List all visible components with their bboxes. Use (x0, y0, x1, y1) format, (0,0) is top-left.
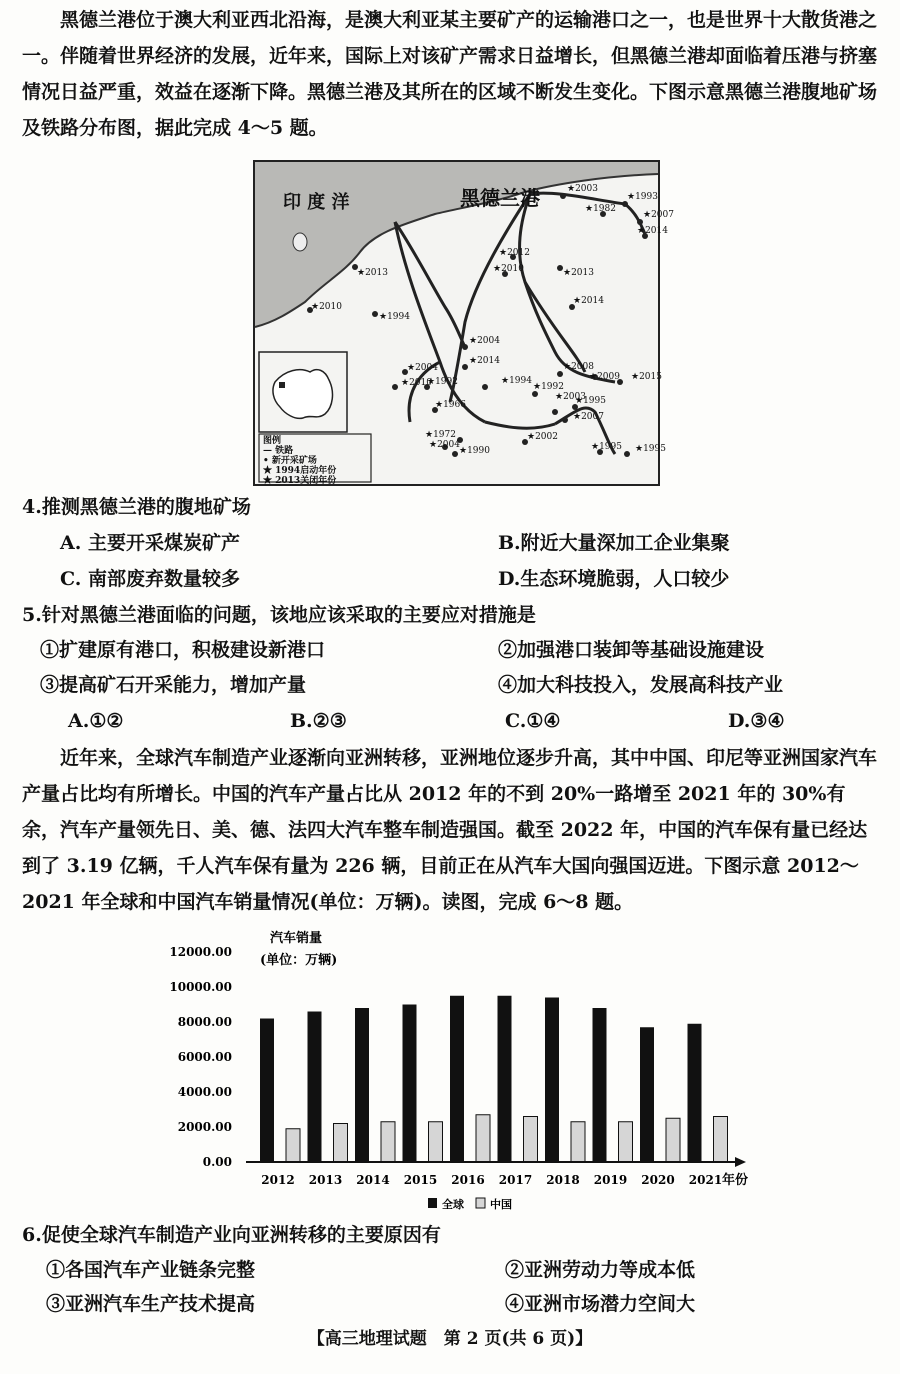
x-tick-label: 2019 (593, 1173, 628, 1187)
bar-china (666, 1118, 680, 1162)
legend-start-year: ★ 1994启动年份 (263, 466, 337, 476)
y-tick-label: 4000.00 (177, 1085, 232, 1099)
port-label: 黑德兰港 (460, 186, 540, 210)
bar-china (619, 1122, 633, 1162)
q6-statement-1: ①各国汽车产业链条完整 (46, 1259, 256, 1281)
y-tick-label: 10000.00 (169, 980, 232, 994)
legend-label-china: 中国 (490, 1198, 512, 1211)
map-year-label: ★1995 (635, 444, 666, 454)
q5-option-d: D.③④ (728, 710, 785, 732)
map-year-label: ★2004 (469, 336, 500, 346)
map-year-label: ★1982 (585, 204, 616, 214)
chart-legend (428, 1197, 512, 1211)
intro-paragraph-mine: 黑德兰港位于澳大利亚西北沿海，是澳大利亚某主要矿产的运输港口之一，也是世界十大散货港之一。伴随着世界经济的发展，近年来，国际上对该矿产需求日益增长，但黑德兰港却面临着压港与挤塞情况日益严重，效益在逐渐下降。黑德兰港及其所在的区域不断发生变化。下图示意黑德兰港腹地矿场及铁路分布图，据此完成 4～5 题。 (22, 9, 878, 139)
map-year-label: ★2003 (567, 184, 598, 194)
map-year-label: ★2004 (407, 363, 438, 373)
map-year-label: ★1994 (501, 376, 532, 386)
map-year-label: ★2015 (631, 372, 662, 382)
map-year-label: ★1992 (427, 377, 458, 387)
legend-new-mine: • 新开采矿场 (263, 456, 317, 466)
map-year-label: ★2013 (563, 268, 594, 278)
bar-china (286, 1129, 300, 1162)
ocean-label: 印 度 洋 (283, 192, 350, 213)
q5-statement-3: ③提高矿石开采能力，增加产量 (40, 674, 307, 696)
map-year-label: ★2013 (357, 268, 388, 278)
map-year-label: ★1994 (379, 312, 410, 322)
y-tick-label: 6000.00 (177, 1050, 232, 1064)
bar-global (545, 998, 559, 1163)
map-year-label: ★1966 (435, 400, 466, 410)
map-year-label: ★2004 (429, 440, 460, 450)
q4-option-b: B.附近大量深加工企业集聚 (498, 532, 730, 554)
map-year-label: ★2009 (589, 372, 620, 382)
map-year-label: ★2014 (573, 296, 604, 306)
chart-title: 汽车销量 (270, 931, 323, 946)
x-tick-label: 2016 (451, 1173, 485, 1187)
map-year-label: ★2003 (555, 392, 586, 402)
x-tick-label: 2014 (356, 1173, 390, 1187)
map-year-label: ★2010 (311, 302, 342, 312)
q5-option-b: B.②③ (290, 710, 347, 732)
x-tick-label: 2017 (498, 1173, 533, 1187)
map-year-label: ★1990 (459, 446, 490, 456)
map-year-label: ★1993 (627, 192, 658, 202)
q5-statement-1: ①扩建原有港口，积极建设新港口 (40, 639, 326, 661)
bar-global (355, 1008, 369, 1162)
x-tick-label: 2021 (688, 1173, 723, 1187)
intro-paragraph-cars: 近年来，全球汽车制造产业逐渐向亚洲转移，亚洲地位逐步升高，其中中国、印尼等亚洲国家汽车产量占比均有所增长。中国的汽车产量占比从 2012 年的不到 20%一路增至 2021 年的 30%有余，汽车产量领先日、美、德、法四大汽车整车制造强国。截至 2022 年，中国的汽车保有量已经达到了 3.19 亿辆，千人汽车保有量为 226 辆，目前正在从汽车大国向强国迈进。下图示意 2012～2021 年全球和中国汽车销量情况(单位：万辆)。读图，完成 6～8 题。 (22, 747, 878, 913)
legend-title: 图例 (263, 436, 282, 446)
legend-label-global: 全球 (442, 1198, 464, 1211)
x-tick-label: 2018 (546, 1173, 580, 1187)
x-axis-label: 年份 (722, 1173, 749, 1188)
bar-global (593, 1008, 607, 1162)
y-tick-label: 2000.00 (177, 1120, 232, 1134)
bar-global (403, 1005, 417, 1163)
x-tick-label: 2013 (308, 1173, 343, 1187)
bar-china (714, 1117, 728, 1163)
legend-swatch-global (428, 1198, 437, 1208)
bar-global (498, 996, 512, 1162)
map-year-label: ★2008 (563, 362, 594, 372)
map-year-label: ★2010 (401, 378, 432, 388)
chart-unit-label: (单位：万辆) (260, 953, 338, 968)
q4-stem: 4.推测黑德兰港的腹地矿场 (22, 496, 251, 518)
map-year-label: ★2012 (499, 248, 530, 258)
q5-statement-4: ④加大科技投入，发展高科技产业 (498, 674, 784, 696)
bar-global (260, 1019, 274, 1163)
y-tick-label: 0.00 (202, 1155, 232, 1169)
bar-global (308, 1012, 322, 1163)
map-year-label: ★2014 (469, 356, 500, 366)
y-axis-ticks (169, 945, 232, 1169)
q4-option-d: D.生态环境脆弱，人口较少 (498, 568, 730, 590)
q4-option-c: C. 南部废弃数量较多 (60, 568, 241, 590)
bar-global (640, 1027, 654, 1162)
bar-global (450, 996, 464, 1162)
x-tick-label: 2020 (641, 1173, 675, 1187)
x-axis-arrow (735, 1157, 746, 1167)
q6-statement-2: ②亚洲劳动力等成本低 (505, 1259, 696, 1281)
q5-option-c: C.①④ (505, 710, 561, 732)
legend-swatch-china (476, 1198, 485, 1208)
bar-china (429, 1122, 443, 1162)
map-year-label: ★2007 (573, 412, 604, 422)
bar-china (476, 1115, 490, 1162)
car-sales-chart (150, 928, 770, 1218)
y-tick-label: 8000.00 (177, 1015, 232, 1029)
q5-stem: 5.针对黑德兰港面临的问题，该地应该采取的主要应对措施是 (22, 604, 536, 626)
map-year-label: ★2007 (643, 210, 674, 220)
bar-global (688, 1024, 702, 1162)
bar-china (334, 1124, 348, 1163)
map-year-label: ★1972 (425, 430, 456, 440)
map-year-label: ★1995 (591, 442, 622, 452)
q6-statement-4: ④亚洲市场潜力空间大 (505, 1293, 696, 1315)
x-tick-label: 2012 (261, 1173, 295, 1187)
map-year-label: ★2002 (527, 432, 558, 442)
bar-china (571, 1122, 585, 1162)
y-tick-label: 12000.00 (169, 945, 232, 959)
q5-option-a: A.①② (68, 710, 124, 732)
port-hinterland-map (253, 160, 674, 486)
q4-option-a: A. 主要开采煤炭矿产 (60, 532, 240, 554)
map-year-label: ★2014 (637, 226, 668, 236)
map-year-label: ★1992 (533, 382, 564, 392)
map-legend (263, 436, 336, 486)
x-axis-ticks (261, 1173, 722, 1187)
q6-stem: 6.促使全球汽车制造产业向亚洲转移的主要原因有 (22, 1224, 441, 1246)
x-tick-label: 2015 (403, 1173, 438, 1187)
map-year-label: ★2010 (493, 264, 524, 274)
legend-railway: — 铁路 (263, 446, 294, 456)
chart-bars (260, 996, 728, 1162)
bar-china (524, 1117, 538, 1163)
page-footer: 【高三地理试题 第 2 页(共 6 页)】 (307, 1329, 593, 1349)
bar-china (381, 1122, 395, 1162)
q5-statement-2: ②加强港口装卸等基础设施建设 (498, 639, 765, 661)
railway-lines (395, 193, 645, 454)
legend-close-year: ★ 2013关闭年份 (263, 476, 337, 486)
island (293, 233, 307, 251)
q6-statement-3: ③亚洲汽车生产技术提高 (46, 1293, 256, 1315)
map-year-label: ★1995 (575, 396, 606, 406)
